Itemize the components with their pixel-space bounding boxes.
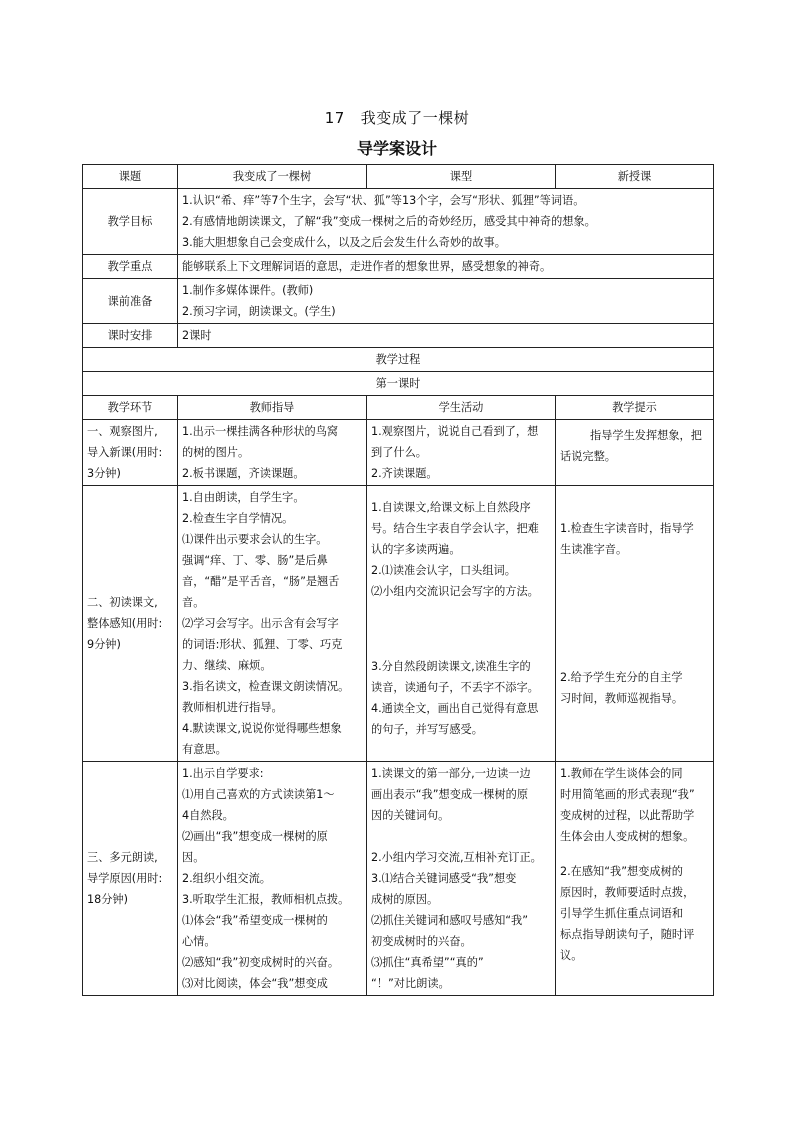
student-cell [367,762,556,996]
stage-line: 18分钟) [87,893,128,906]
topic-label: 课题 [83,165,178,189]
hours-row [83,324,714,348]
student-line: 因的关键词句。 [371,809,450,822]
stage-line: 导学原因(用时: [87,872,163,885]
student-line: ⑵小组内交流识记会写字的方法。 [371,585,539,598]
focus-value: 能够联系上下文理解词语的意思，走进作者的想象世界，感受想象的神奇。 [178,255,714,279]
goals-label: 教学目标 [83,189,178,255]
tip-cell [556,486,714,762]
process-title-row [83,348,714,372]
student-cell [367,486,556,762]
teacher-line: 3.听取学生汇报，教师相机点拨。 [182,893,350,906]
process-title: 教学过程 [83,348,714,372]
teacher-line: 教师相机进行指导。 [182,701,283,714]
teacher-line: 音。 [182,596,205,609]
student-line: 2.小组内学习交流,互相补充订正。 [371,851,542,864]
teacher-line: 因。 [182,851,205,864]
header-tip: 教学提示 [556,396,714,420]
student-line: 初变成树时的兴奋。 [371,935,472,948]
student-line: 1.自读课文,给课文标上自然段序 [371,501,531,514]
teacher-line: 强调“痒、丁、零、肠”是后鼻 [182,554,328,567]
tip-line: 指导学生发挥想象，把 [590,429,702,442]
focus-label: 教学重点 [83,255,178,279]
prep-item: 2.预习字词，朗读课文。(学生) [182,305,336,318]
teacher-cell [178,420,367,486]
student-line: 3.分自然段朗读课文,读准生字的 [371,660,531,673]
period-title: 第一课时 [83,372,714,396]
header-stage: 教学环节 [83,396,178,420]
tip-cell [556,762,714,996]
tip-line: 变成树的过程，以此帮助学 [560,809,695,822]
stage-line: 3分钟) [87,467,121,480]
prep-item: 1.制作多媒体课件。(教师) [182,284,314,297]
type-value: 新授课 [556,165,714,189]
period-row [83,372,714,396]
goal-item: 3.能大胆想象自己会变成什么，以及之后会发生什么奇妙的故事。 [182,236,506,249]
spacer [371,826,551,847]
process-header-row [83,396,714,420]
goals-row [83,189,714,255]
tip-cell [556,420,714,486]
student-line: 3.⑴结合关键词感受“我”想变 [371,872,517,885]
lesson-title: 我变成了一棵树 [360,109,470,127]
page-subtitle: 导学案设计 [356,139,437,158]
teacher-line: 的词语:形状、狐狸、丁零、巧克 [182,638,343,651]
goal-item: 2.有感情地朗读课文，了解“我”变成一棵树之后的奇妙经历，感受其中神奇的想象。 [182,215,596,228]
stage-line: 整体感知(用时: [87,617,163,630]
teacher-line: 音，“醋”是平舌音，“肠”是翘舌 [182,575,340,588]
teacher-line: 1.出示自学要求: [182,767,264,780]
teacher-line: 1.出示一棵挂满各种形状的鸟窝 [182,425,339,438]
lesson-number: 17 [324,109,345,127]
teacher-line: ⑵画出“我”想变成一棵树的原 [182,830,328,843]
stage-line: 二、初读课文, [87,596,158,609]
teacher-line: 1.自由朗读，自学生字。 [182,491,305,504]
header-teacher: 教师指导 [178,396,367,420]
student-line: 的句子，并写写感受。 [371,723,483,736]
tip-line: 2.在感知“我”想变成树的 [560,865,683,878]
stage-row-1 [83,420,714,486]
teacher-line: ⑵学习会写字。出示含有会写字 [182,617,339,630]
spacer [560,847,709,861]
stage-cell [83,762,178,996]
goal-item: 1.认识“希、痒”等7个生字，会写“状、狐”等13个字，会写“形状、狐狸”等词语。 [182,194,585,207]
student-line: 到了什么。 [371,446,427,459]
header-student: 学生活动 [367,396,556,420]
teacher-line: 4.默读课文,说说你觉得哪些想象 [182,722,342,735]
tip-line: 1.教师在学生谈体会的同 [560,767,683,780]
stage-row-3 [83,762,714,996]
teacher-line: 有意思。 [182,743,227,756]
student-line: ⑶抓住“真希望”“真的” [371,956,484,969]
teacher-line: 心情。 [182,935,216,948]
tip-line: 标点指导朗读句子，随时评 [560,928,695,941]
teacher-line: ⑴用自己喜欢的方式读读第1～ [182,788,335,801]
student-line: 2.齐读课题。 [371,467,438,480]
teacher-line: 2.检查生字自学情况。 [182,512,294,525]
stage-line: 9分钟) [87,638,121,651]
student-line: 1.观察图片，说说自己看到了，想 [371,425,539,438]
student-line: 画出表示“我”想变成一棵树的原 [371,788,529,801]
tip-line: 时用简笔画的形式表现“我” [560,788,695,801]
tip-line: 1.检查生字读音时，指导学 [560,522,694,535]
prep-cell [178,279,714,324]
tip-line: 原因时，教师要适时点拨， [560,886,695,899]
goals-cell [178,189,714,255]
student-cell [367,420,556,486]
student-line: “！”对比朗读。 [371,977,450,990]
teacher-line: 3.指名读文，检查课文朗读情况。 [182,680,350,693]
student-line: 认的字多读两遍。 [371,543,461,556]
tip-line: 生读准字音。 [560,543,628,556]
teacher-line: 的树的图片。 [182,446,250,459]
focus-row [83,255,714,279]
type-label: 课型 [367,165,556,189]
student-line: 成树的原因。 [371,893,439,906]
topic-row [83,165,714,189]
topic-value: 我变成了一棵树 [178,165,367,189]
teacher-line: ⑶对比阅读，体会“我”想变成 [182,977,328,990]
teacher-line: 2.组织小组交流。 [182,872,271,885]
tip-line: 引导学生抓住重点词语和 [560,907,684,920]
tip-line: 习时间，教师巡视指导。 [560,692,684,705]
teacher-cell [178,762,367,996]
teacher-line: ⑵感知“我”初变成树时的兴奋。 [182,956,340,969]
lesson-title-line [0,107,794,128]
student-line: 4.通读全文，画出自己觉得有意思 [371,702,539,715]
spacer [371,602,551,656]
stage-cell [83,420,178,486]
teacher-line: ⑴体会“我”希望变成一棵树的 [182,914,328,927]
stage-line: 一、观察图片, [87,425,158,438]
hours-label: 课时安排 [83,324,178,348]
stage-cell [83,486,178,762]
teacher-line: 2.板书课题，齐读课题。 [182,467,305,480]
prep-label: 课前准备 [83,279,178,324]
student-line: 读音，读通句子，不丢字不添字。 [371,681,539,694]
stage-row-2 [83,486,714,762]
stage-line: 三、多元朗读, [87,851,158,864]
tip-line: 2.给予学生充分的自主学 [560,671,683,684]
teacher-cell [178,486,367,762]
prep-row [83,279,714,324]
tip-line: 话说完整。 [560,450,616,463]
teacher-line: ⑴课件出示要求会认的生字。 [182,533,328,546]
student-line: 号。结合生字表自学会认字，把难 [371,522,539,535]
spacer [560,560,709,667]
student-line: 2.⑴读准会认字，口头组词。 [371,564,516,577]
lesson-plan-table [82,164,714,996]
tip-line: 议。 [560,949,583,962]
teacher-line: 力、继续、麻烦。 [182,659,272,672]
stage-line: 导入新课(用时: [87,446,163,459]
hours-value: 2课时 [178,324,714,348]
tip-line: 生体会由人变成树的想象。 [560,830,695,843]
student-line: 1.读课文的第一部分,一边读一边 [371,767,531,780]
student-line: ⑵抓住关键词和感叹号感知“我” [371,914,529,927]
teacher-line: 4自然段。 [182,809,234,822]
